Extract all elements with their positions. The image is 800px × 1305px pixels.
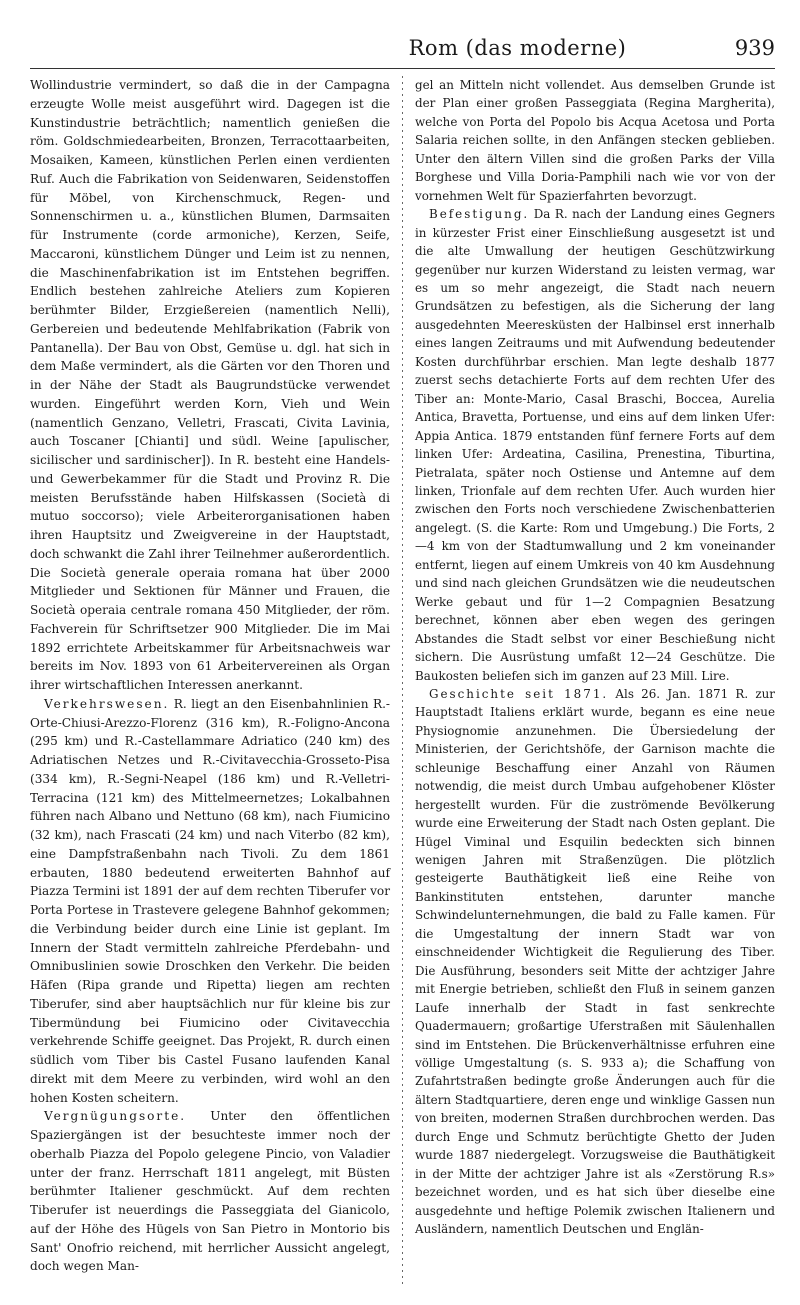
page-number: 939 <box>734 36 775 60</box>
left-column <box>30 76 390 1276</box>
paragraph-vergnuegungsorte <box>30 1107 390 1276</box>
paragraph-villen <box>415 76 775 205</box>
paragraph-text: Da R. nach der Landung eines Gegners in kürzester Frist einer Einschließung ausgesetzt ist und die alte Umwallung der heutigen Geschützwirkung gegenüber nur kurzen Widerstand zu leisten vermag, war es um so mehr angezeigt, die Stadt nach neuern Grundsätzen zu befestigen, als die Sicherung der lang ausgedehnten Meeresküsten der Halbinsel erst innerhalb eines langen Zeitraums und mit Aufwendung bedeutender Kosten durchführbar erschien. Man legte deshalb 1877 zuerst sechs detachierte Forts auf dem rechten Ufer des Tiber an: Monte-Mario, Casal Braschi, Boccea, Aurelia Antica, Bravetta, Portuense, und eins auf dem linken Ufer: Appia Antica. 1879 entstanden fünf fernere Forts auf dem linken Ufer: Ardeatina, Casilina, Prenestina, Tiburtina, Pietralata, später noch Ostiense und Antemne auf dem linken, Trionfale auf dem rechten Ufer. Auch wurden hier zwischen den Forts noch verschiedene Zwischenbatterien angelegt. (S. die Karte: Rom und Umgebung.) Die Forts, 2—4 km von der Stadtumwallung und 2 km voneinander entfernt, liegen auf einem Umkreis von 40 km Ausdehnung und sind nach gleichen Grundsätzen wie die neudeutschen Werke gebaut und für 1—2 Compagnien Besatzung berechnet, können aber eben wegen des geringen Abstandes die Stadt selbst vor einer Beschießung nicht sichern. Die Ausrüstung umfaßt 12—24 Geschütze. Die Baukosten beliefen sich im ganzen auf 23 Mill. Lire. <box>415 207 775 683</box>
paragraph-text: Unter den öffentlichen Spaziergängen ist der besuchteste immer noch der oberhalb Piazza del Popolo gelegene Pincio, von Valadier unter der franz. Herrschaft 1811 angelegt, mit Büsten berühmter Italiener geschmückt. Auf dem rechten Tiberufer ist neuerdings die Passeggiata del Gianicolo, auf der Höhe des Hügels von San Pietro in Montorio bis Sant' Onofrio reichend, mit herrlicher Aussicht angelegt, doch wegen Man- <box>30 1109 390 1274</box>
running-title: Rom (das moderne) <box>408 36 627 60</box>
paragraph-geschichte <box>415 685 775 1239</box>
section-lead: Verkehrswesen. <box>44 696 170 711</box>
section-lead: Befestigung. <box>429 207 530 222</box>
paragraph-text: Wollindustrie vermindert, so daß die in der Campagna erzeugte Wolle meist ausgeführt wird. Dagegen ist die Kunstindustrie beträchtlich; namentlich genießen die röm. Goldschmiedearbeiten, Bronzen, Terracottaarbeiten, Mosaiken, Kameen, künstlichen Perlen einen verdienten Ruf. Auch die Fabrikation von Seidenwaren, Seidenstoffen für Möbel, von Kirchenschmuck, Regen- und Sonnenschirmen u. a., künstlichen Blumen, Darmsaiten für Instrumente (corde armoniche), Kerzen, Seife, Maccaroni, künstlichem Dünger und Leim ist zu nennen, die Maschinenfabrikation ist im Entstehen begriffen. Endlich bestehen zahlreiche Ateliers zum Kopieren berühmter Bilder, Erzgießereien (namentlich Nelli), Gerbereien und bedeutende Mehlfabrikation (Fabrik von Pantanella). Der Bau von Obst, Gemüse u. dgl. hat sich in dem Maße vermindert, als die Gärten vor den Thoren und in der Nähe der Stadt als Baugrundstücke verwendet wurden. Eingeführt werden Korn, Vieh und Wein (namentlich Genzano, Velletri, Frascati, Civita Lavinia, auch Toscaner [Chianti] und südl. Weine [apulischer, sicilischer und sardinischer]). In R. besteht eine Handels- und Gewerbekammer für die Stadt und Provinz R. Die meisten Berufsstände haben Hilfskassen (Società di mutuo soccorso); viele Arbeiterorganisationen haben ihren Hauptsitz und Zweigvereine in der Hauptstadt, doch schwankt die Zahl ihrer Teilnehmer außerordentlich. Die Società generale operaia romana hat über 2000 Mitglieder und Sektionen für Männer und Frauen, die Società operaia centrale romana 450 Mitglieder, der röm. Fachverein für Schriftsetzer 900 Mitglieder. Die im Mai 1892 errichtete Arbeitskammer für Arbeitsnachweis war bereits im Nov. 1893 von 61 Arbeitervereinen als Organ ihrer wirtschaftlichen Interessen anerkannt. <box>30 78 390 692</box>
right-column <box>415 76 775 1239</box>
column-divider <box>402 76 403 1288</box>
paragraph-wollindustrie <box>30 76 390 695</box>
paragraph-verkehrswesen <box>30 695 390 1108</box>
paragraph-text: gel an Mitteln nicht vollendet. Aus demselben Grunde ist der Plan einer großen Passeggiata (Regina Margherita), welche von Porta del Popolo bis Acqua Acetosa und Porta Salaria reichen sollte, in den Anfängen stecken geblieben. Unter den ältern Villen sind die großen Parks der Villa Borghese und Villa Doria-Pamphili nach wie vor von der vornehmen Welt für Spazierfahrten bevorzugt. <box>415 78 775 203</box>
paragraph-text: R. liegt an den Eisenbahnlinien R.-Orte-Chiusi-Arezzo-Florenz (316 km), R.-Foligno-Ancona (295 km) und R.-Castellammare Adriatico (240 km) des Adriatischen Netzes und R.-Civitavecchia-Grosseto-Pisa (334 km), R.-Segni-Neapel (186 km) und R.-Velletri-Terracina (121 km) des Mittelmeernetzes; Lokalbahnen führen nach Albano und Nettuno (68 km), nach Fiumicino (32 km), nach Frascati (24 km) und nach Viterbo (82 km), eine Dampfstraßenbahn nach Tivoli. Zu dem 1861 erbauten, 1880 bedeutend erweiterten Bahnhof auf Piazza Termini ist 1891 der auf dem rechten Tiberufer vor Porta Portese in Trastevere gelegene Bahnhof gekommen; die Verbindung beider durch eine Linie ist geplant. Im Innern der Stadt vermitteln zahlreiche Pferdebahn- und Omnibuslinien sowie Droschken den Verkehr. Die beiden Häfen (Ripa grande und Ripetta) liegen am rechten Tiberufer, sind aber hauptsächlich nur für kleine bis zur Tibermündung bei Fiumicino oder Civitavecchia verkehrende Schiffe geeignet. Das Projekt, R. durch einen südlich vom Tiber bis Castel Fusano laufenden Kanal direkt mit dem Meere zu verbinden, wird wohl an den hohen Kosten scheitern. <box>30 696 390 1105</box>
header-rule <box>30 68 775 69</box>
section-lead: Vergnügungsorte. <box>44 1109 187 1124</box>
paragraph-text: Als 26. Jan. 1871 R. zur Hauptstadt Italiens erklärt wurde, begann es eine neue Physiognomie anzunehmen. Die Übersiedelung der Ministerien, der Gerichtshöfe, der Garnison machte die schleunige Beschaffung einer Anzahl von Räumen notwendig, die meist durch Umbau aufgehobener Klöster hergestellt wurden. Für die zuströmende Bevölkerung wurde eine Erweiterung der Stadt nach Osten geplant. Die Hügel Viminal und Esquilin bedeckten sich binnen wenigen Jahren mit Straßenzügen. Die plötzlich gesteigerte Bauthätigkeit ließ eine Reihe von Bankinstituten entstehen, darunter manche Schwindelunternehmungen, die bald zu Falle kamen. Für die Umgestaltung der innern Stadt war von einschneidender Wichtigkeit die Regulierung des Tiber. Die Ausführung, besonders seit Mitte der achtziger Jahre mit Energie betrieben, schließt den Fluß in seinem ganzen Laufe innerhalb der Stadt in fast senkrechte Quadermauern; großartige Uferstraßen mit Säulenhallen sind im Entstehen. Die Brückenverhältnisse erfuhren eine völlige Umgestaltung (s. S. 933 a); die Schaffung von Zufahrtstraßen bedingte große Änderungen auch für die ältern Stadtquartiere, deren enge und winklige Gassen nun von breiten, modernen Straßen durchbrochen werden. Das durch Enge und Schmutz berüchtigte Ghetto der Juden wurde 1887 niedergelegt. Vorzugsweise die Bauthätigkeit in der Mitte der achtziger Jahre ist als «Zerstörung R.s» bezeichnet worden, und es hat sich über dieselbe eine ausgedehnte und heftige Polemik zwischen Italienern und Ausländern, namentlich Deutschen und Englän- <box>415 686 775 1237</box>
section-lead: Geschichte seit 1871. <box>429 686 609 701</box>
page-header <box>30 36 775 66</box>
paragraph-befestigung <box>415 205 775 685</box>
